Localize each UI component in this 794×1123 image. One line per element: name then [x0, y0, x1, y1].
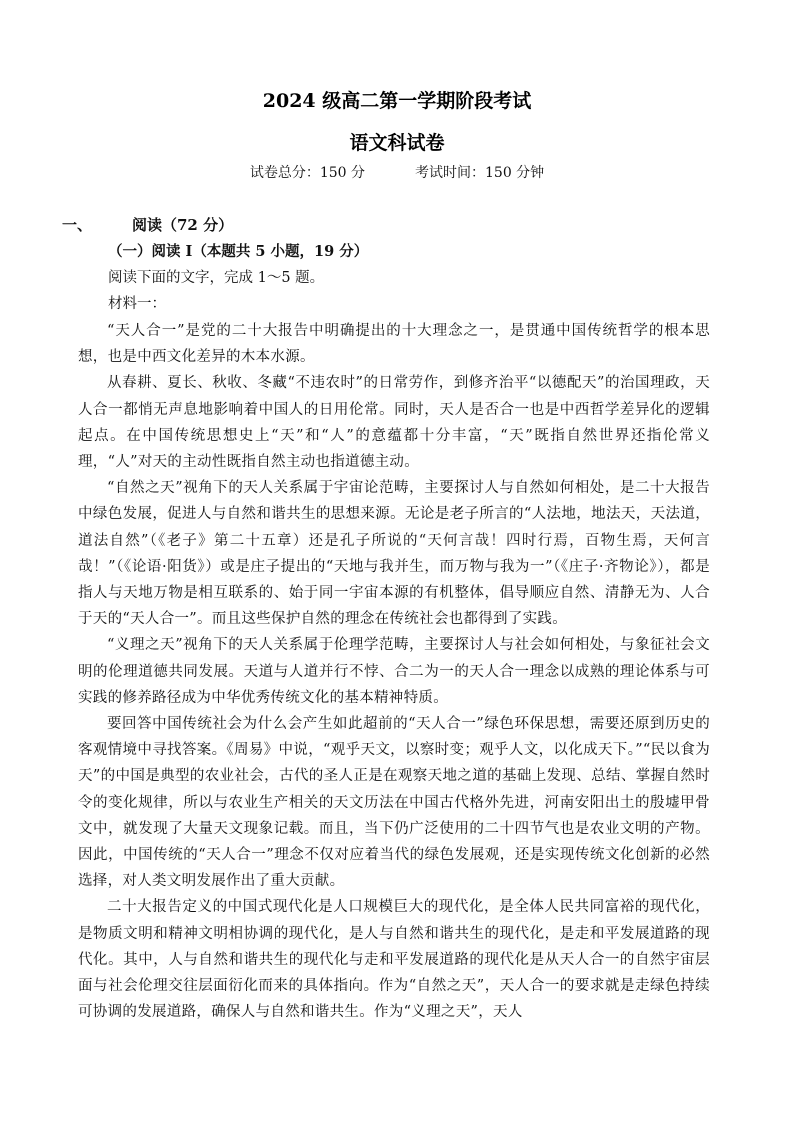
passage-paragraph: “天人合一”是党的二十大报告中明确提出的十大理念之一，是贯通中国传统哲学的根本思想，也是中西文化差异的木本水源。 [78, 323, 710, 366]
section-heading [62, 214, 233, 235]
exam-meta [0, 162, 794, 182]
exam-subject-title: 语文科试卷 [349, 132, 445, 154]
passage-paragraph: 从春耕、夏长、秋收、冬藏“不违农时”的日常劳作，到修齐治平“以德配天”的治国理政，天人合一都悄无声息地影响着中国人的日用伦常。同时，天人是否合一也是中西哲学差异化的逻辑起点。在中国传统思想史上“天”和“人”的意蕴都十分丰富，“天”既指自然世界还指伦常义理，“人”对天的主动性既指自然主动也指道德主动。 [78, 375, 710, 471]
section-number: 一、 [62, 216, 93, 234]
reading-instruction: 阅读下面的文字，完成 1～5 题。 [108, 270, 325, 286]
passage-paragraph: “义理之天”视角下的天人关系属于伦理学范畴，主要探讨人与社会如何相处，与象征社会文明的伦理道德共同发展。天道与人道并行不悖、合二为一的天人合一理念以成熟的理论体系与可实践的修养路径成为中华优秀传统文化的基本精神特质。 [78, 637, 710, 706]
passage-paragraph: 二十大报告定义的中国式现代化是人口规模巨大的现代化，是全体人民共同富裕的现代化，是物质文明和精神文明相协调的现代化，是人与自然和谐共生的现代化，是走和平发展道路的现代化。其中，人与自然和谐共生的现代化与走和平发展道路的现代化是从天人合一的自然宇宙层面与社会伦理交往层面衍化而来的具体指向。作为“自然之天”，天人合一的要求就是走绿色持续可协调的发展道路，确保人与自然和谐共生。作为“义理之天”，天人 [78, 899, 710, 1021]
passage-body [78, 318, 710, 1025]
passage-paragraph: 要回答中国传统社会为什么会产生如此超前的“天人合一”绿色环保思想，需要还原到历史的客观情境中寻找答案。《周易》中说，“观乎天文，以察时变；观乎人文，以化成天下。”“民以食为天”的中国是典型的农业社会，古代的圣人正是在观察天地之道的基础上发现、总结、掌握自然时令的变化规律，所以与农业生产相关的天文历法在中国古代格外先进，河南安阳出土的殷墟甲骨文中，就发现了大量天文现象记载。而且，当下仍广泛使用的二十四节气也是农业文明的产物。因此，中国传统的“天人合一”理念不仅对应着当代的绿色发展观，还是实现传统文化创新的必然选择，对人类文明发展作出了重大贡献。 [78, 716, 710, 890]
subsection-heading: （一）阅读 I（本题共 5 小题，19 分） [108, 243, 369, 260]
passage-paragraph: “自然之天”视角下的天人关系属于宇宙论范畴，主要探讨人与自然如何相处，是二十大报告中绿色发展，促进人与自然和谐共生的思想来源。无论是老子所言的“人法地，地法天，天法道，道法自然”（《老子》第二十五章）还是孔子所说的“天何言哉！四时行焉，百物生焉，天何言哉！”（《论语·阳货》）或是庄子提出的“天地与我并生，而万物与我为一”（《庄子·齐物论》），都是指人与天地万物是相互联系的、始于同一宇宙本源的有机整体，倡导顺应自然、清静无为、人合于天的“天人合一”。而且这些保护自然的理念在传统社会也都得到了实践。 [78, 480, 710, 628]
material-label: 材料一： [108, 296, 166, 312]
section-label: 阅读（72 分） [132, 216, 234, 234]
exam-title: 2024 级高二第一学期阶段考试 [262, 90, 532, 112]
exam-time: 考试时间：150 分钟 [415, 165, 545, 181]
total-score: 试卷总分：150 分 [249, 165, 365, 181]
